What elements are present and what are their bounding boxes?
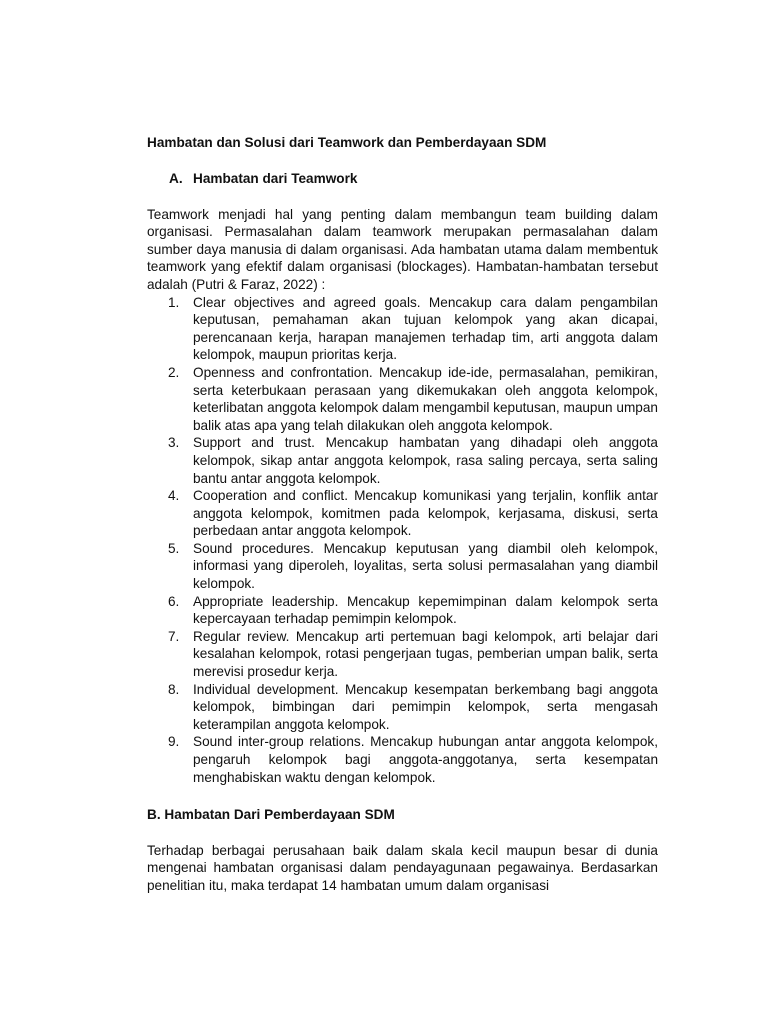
list-item bbox=[147, 681, 658, 734]
list-item-number: 6. bbox=[168, 593, 180, 609]
list-item-text: Openness and confrontation. Mencakup ide-ide, permasalahan, pemikiran, serta keterbukaan perasaan yang dikemukakan oleh anggota kelompok, keterlibatan anggota kelompok dalam mengambil keputusan, maupun umpan balik atas apa yang telah dilakukan oleh anggota kelompok. bbox=[193, 364, 658, 433]
list-item-text: Clear objectives and agreed goals. Mencakup cara dalam pengambilan keputusan, pemahaman akan tujuan kelompok yang akan dicapai, perencanaan kerja, harapan manajemen terhadap tim, arti anggota dalam kelompok, maupun prioritas kerja. bbox=[193, 294, 658, 363]
list-item bbox=[147, 434, 658, 487]
list-item-number: 7. bbox=[168, 628, 180, 644]
list-item-number: 8. bbox=[168, 681, 180, 697]
section-b-intro: Terhadap berbagai perusahaan baik dalam skala kecil maupun besar di dunia mengenai hambatan organisasi dalam pendayagunaan pegawainya. Berdasarkan penelitian itu, maka terdapat 14 hambatan umum dalam organisasi bbox=[147, 842, 658, 893]
list-item bbox=[147, 364, 658, 434]
list-item-text: Support and trust. Mencakup hambatan yang dihadapi oleh anggota kelompok, sikap antar anggota kelompok, rasa saling percaya, serta saling bantu antar anggota kelompok. bbox=[193, 435, 658, 486]
list-item-number: 2. bbox=[168, 364, 180, 380]
list-item-text: Sound procedures. Mencakup keputusan yang diambil oleh kelompok, informasi yang diperoleh, loyalitas, serta solusi permasalahan yang diambil kelompok. bbox=[193, 540, 658, 592]
list-item-number: 3. bbox=[168, 435, 180, 451]
section-a-heading bbox=[147, 170, 658, 188]
section-a-intro: Teamwork menjadi hal yang penting dalam membangun team building dalam organisasi. Permasalahan dalam teamwork merupakan permasalahan dalam sumber daya manusia di dalam organisasi. Ada hambatan utama dalam membentuk teamwork yang efektif dalam organisasi (blockages). Hambatan-hambatan tersebut adalah (Putri & Faraz, 2022) : bbox=[147, 206, 658, 292]
list-item-number: 1. bbox=[168, 294, 180, 310]
list-item-text: Cooperation and conflict. Mencakup komunikasi yang terjalin, konflik antar anggota kelompok, komitmen pada kelompok, kerjasama, diskusi, serta perbedaan antar anggota kelompok. bbox=[193, 488, 658, 539]
list-item-number: 5. bbox=[168, 540, 180, 556]
section-b-heading: B. Hambatan Dari Pemberdayaan SDM bbox=[147, 807, 395, 823]
list-item bbox=[147, 487, 658, 540]
list-item-text: Regular review. Mencakup arti pertemuan bagi kelompok, arti belajar dari kesalahan kelompok, rotasi pengerjaan tugas, pemberian umpan balik, serta merevisi prosedur kerja. bbox=[193, 628, 658, 680]
list-item-text: Individual development. Mencakup kesempatan berkembang bagi anggota kelompok, bimbingan dari pemimpin kelompok, serta mengasah keterampilan anggota kelompok. bbox=[193, 681, 658, 732]
list-item bbox=[147, 540, 658, 593]
document-page bbox=[147, 134, 658, 895]
list-item bbox=[147, 593, 658, 628]
section-a-letter: A. bbox=[169, 171, 183, 186]
list-item-number: 9. bbox=[168, 734, 180, 750]
section-a-title: Hambatan dari Teamwork bbox=[193, 171, 358, 186]
list-item-number: 4. bbox=[168, 488, 180, 504]
list-item bbox=[147, 733, 658, 786]
list-item-text: Sound inter-group relations. Mencakup hubungan antar anggota kelompok, pengaruh kelompok bagi anggota-anggotanya, serta kesempatan menghabiskan waktu dengan kelompok. bbox=[193, 734, 658, 785]
list-item-text: Appropriate leadership. Mencakup kepemimpinan dalam kelompok serta kepercayaan terhadap pemimpin kelompok. bbox=[193, 593, 658, 627]
list-item bbox=[147, 628, 658, 681]
blockages-list bbox=[147, 294, 658, 787]
document-title: Hambatan dan Solusi dari Teamwork dan Pemberdayaan SDM bbox=[147, 135, 547, 150]
list-item bbox=[147, 294, 658, 364]
